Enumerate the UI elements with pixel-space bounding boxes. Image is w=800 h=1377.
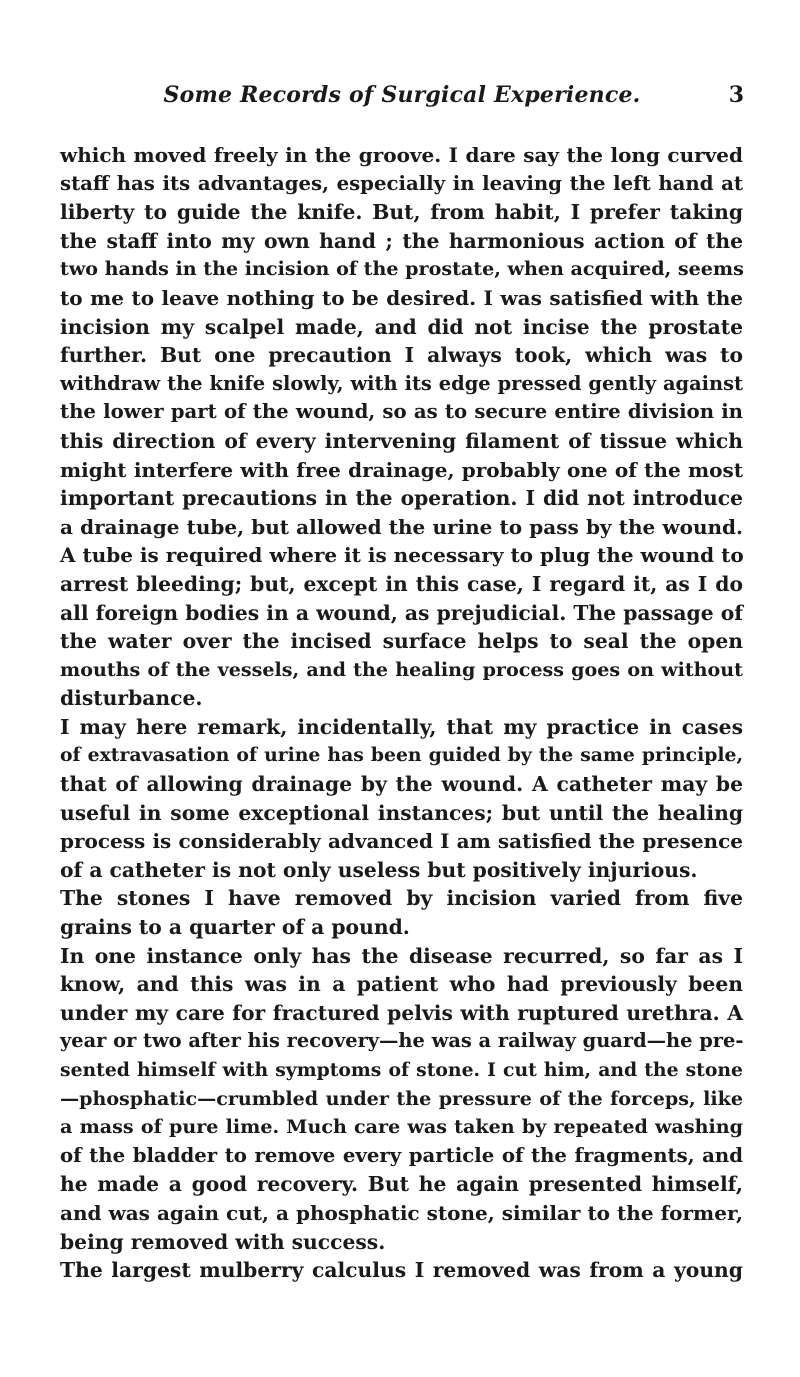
body-text: [60, 141, 743, 1285]
text-line: this direction of every intervening filament of tissue which: [60, 428, 743, 453]
text-line: a drainage tube, but allowed the urine to pass by the wound.: [60, 514, 743, 539]
text-line: under my care for fractured pelvis with ruptured urethra. A: [60, 1000, 743, 1025]
text-line: know, and this was in a patient who had previously been: [60, 972, 743, 997]
text-line: year or two after his recovery—he was a railway guard—he pre-: [60, 1029, 744, 1053]
text-line: to me to leave nothing to be desired. I was satisfied with the: [60, 285, 743, 310]
page-number: 3: [728, 82, 744, 108]
text-line: —phosphatic—crumbled under the pressure of the forceps, like: [60, 1086, 743, 1110]
text-line: the water over the incised surface helps to seal the open: [60, 629, 743, 654]
text-line: which moved freely in the groove. I dare say the long curved: [60, 143, 743, 167]
text-line: further. But one precaution I always took, which was to: [60, 343, 743, 368]
text-line: of extravasation of urine has been guided by the same principle,: [60, 744, 743, 767]
text-line: incision my scalpel made, and did not incise the prostate: [60, 314, 743, 339]
running-title: Some Records of Surgical Experience.: [163, 82, 641, 108]
text-line: he made a good recovery. But he again presented himself,: [60, 1172, 743, 1197]
text-line: staff has its advantages, especially in leaving the left hand at: [60, 171, 743, 195]
text-line: of the bladder to remove every particle of the fragments, and: [60, 1143, 743, 1167]
text-line: A tube is required where it is necessary to plug the wound to: [60, 543, 744, 568]
text-line: two hands in the incision of the prostate, when acquired, seems: [60, 257, 744, 281]
text-line: the lower part of the wound, so as to secure entire division in: [60, 400, 743, 424]
text-line: I may here remark, incidentally, that my practice in cases: [60, 714, 743, 739]
text-line: important precautions in the operation. I did not introduce: [60, 486, 743, 511]
text-line: the staff into my own hand ; the harmonious action of the: [60, 228, 743, 253]
text-line: process is considerably advanced I am satisfied the presence: [60, 829, 743, 854]
text-line: The largest mulberry calculus I removed was from a young: [60, 1258, 743, 1283]
text-line: being removed with success.: [60, 1229, 386, 1254]
text-line: The stones I have removed by incision varied from five: [60, 886, 743, 911]
text-line: liberty to guide the knife. But, from habit, I prefer taking: [60, 200, 743, 225]
text-line: disturbance.: [60, 686, 203, 711]
text-line: all foreign bodies in a wound, as prejudicial. The passage of: [60, 600, 743, 625]
text-line: In one instance only has the disease recurred, so far as I: [60, 943, 743, 968]
text-line: a mass of pure lime. Much care was taken by repeated washing: [60, 1115, 743, 1139]
text-line: that of allowing drainage by the wound. A catheter may be: [60, 772, 743, 797]
running-head: [60, 82, 744, 116]
text-line: grains to a quarter of a pound.: [60, 915, 410, 940]
text-line: sented himself with symptoms of stone. I cut him, and the stone: [60, 1059, 743, 1081]
text-line: useful in some exceptional instances; but until the healing: [60, 800, 743, 825]
text-line: and was again cut, a phosphatic stone, similar to the former,: [60, 1200, 743, 1225]
text-line: mouths of the vessels, and the healing process goes on without: [60, 657, 743, 681]
text-line: of a catheter is not only useless but positively injurious.: [60, 857, 698, 882]
text-line: withdraw the knife slowly, with its edge pressed gently against: [60, 371, 743, 395]
text-line: might interfere with free drainage, probably one of the most: [60, 457, 743, 482]
text-line: arrest bleeding; but, except in this case, I regard it, as I do: [60, 571, 743, 596]
